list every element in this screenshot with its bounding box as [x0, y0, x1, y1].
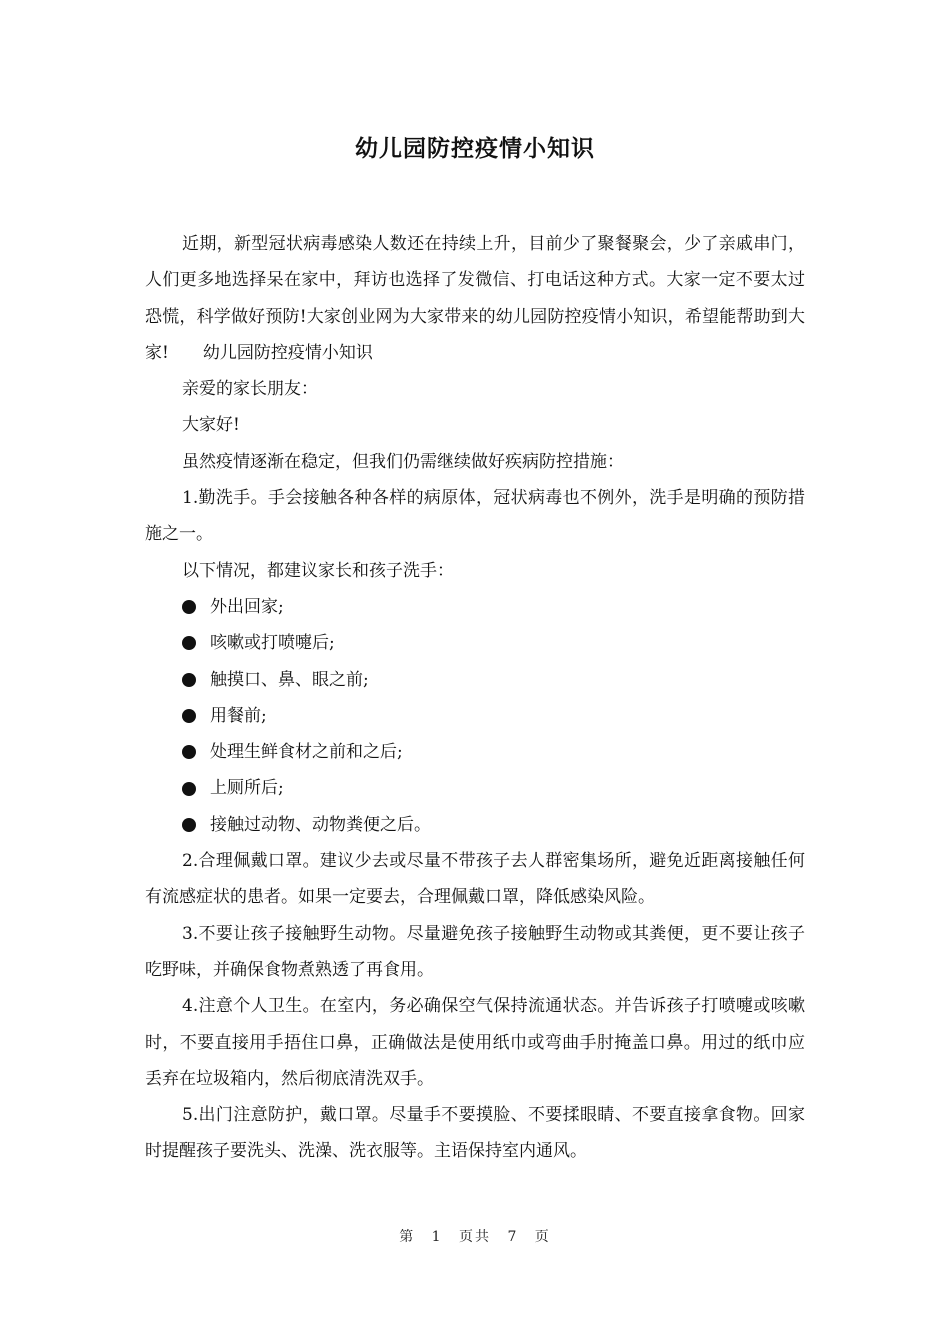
paragraph-measures-lead: 虽然疫情逐渐在稳定，但我们仍需继续做好疾病防控措施： — [182, 451, 624, 472]
document-title: 幼儿园防控疫情小知识 — [355, 136, 595, 162]
bullet-dot-icon — [182, 782, 196, 796]
paragraph-masks: 2.合理佩戴口罩。建议少去或尽量不带孩子去人群密集场所，避免近距离接触任何有流感症状的患者。如果一定要去，合理佩戴口罩，降低感染风险。 — [145, 851, 805, 908]
list-item — [145, 807, 805, 843]
list-item — [145, 698, 805, 734]
paragraph-greeting-hello: 大家好! — [182, 415, 240, 436]
bullet-dot-icon — [182, 745, 196, 759]
bullet-dot-icon — [182, 709, 196, 723]
list-item — [145, 662, 805, 698]
bullet-dot-icon — [182, 673, 196, 687]
list-item — [145, 734, 805, 770]
list-item-text: 处理生鲜食材之前和之后; — [210, 742, 403, 763]
list-item — [145, 770, 805, 806]
paragraph-intro: 近期，新型冠状病毒感染人数还在持续上升，目前少了聚餐聚会，少了亲戚串门，人们更多地选择呆在家中，拜访也选择了发微信、打电话这种方式。大家一定不要太过恐慌，科学做好预防!大家创业网为大家带来的幼儿园防控疫情小知识，希望能帮助到大家! 幼儿园防控疫情小知识 — [145, 234, 805, 363]
list-item-text: 用餐前; — [210, 705, 267, 726]
list-item — [145, 625, 805, 661]
list-item-text: 接触过动物、动物粪便之后。 — [210, 814, 431, 835]
list-item-text: 触摸口、鼻、眼之前; — [210, 669, 369, 690]
list-item — [145, 589, 805, 625]
page-number-footer: 第 1 页共 7 页 — [399, 1229, 551, 1245]
paragraph-greeting-parents: 亲爱的家长朋友： — [182, 379, 318, 400]
paragraph-handwashing: 1.勤洗手。手会接触各种各样的病原体，冠状病毒也不例外，洗手是明确的预防措施之一。 — [145, 488, 805, 545]
list-item-text: 上厕所后; — [210, 778, 284, 799]
bullet-dot-icon — [182, 636, 196, 650]
paragraph-going-out: 5.出门注意防护，戴口罩。尽量手不要摸脸、不要揉眼睛、不要直接拿食物。回家时提醒孩子要洗头、洗澡、洗衣服等。主语保持室内通风。 — [145, 1105, 805, 1162]
list-item-text: 外出回家; — [210, 596, 284, 617]
paragraph-hygiene: 4.注意个人卫生。在室内，务必确保空气保持流通状态。并告诉孩子打喷嚏或咳嗽时，不要直接用手捂住口鼻，正确做法是使用纸巾或弯曲手肘掩盖口鼻。用过的纸巾应丢弃在垃圾箱内，然后彻底清洗双手。 — [145, 996, 805, 1089]
paragraph-handwashing-cases: 以下情况，都建议家长和孩子洗手： — [182, 560, 454, 581]
paragraph-wild-animals: 3.不要让孩子接触野生动物。尽量避免孩子接触野生动物或其粪便，更不要让孩子吃野味，并确保食物煮熟透了再食用。 — [145, 923, 805, 980]
bullet-dot-icon — [182, 818, 196, 832]
bullet-dot-icon — [182, 600, 196, 614]
document-body — [145, 226, 805, 1170]
list-item-text: 咳嗽或打喷嚏后; — [210, 633, 335, 654]
